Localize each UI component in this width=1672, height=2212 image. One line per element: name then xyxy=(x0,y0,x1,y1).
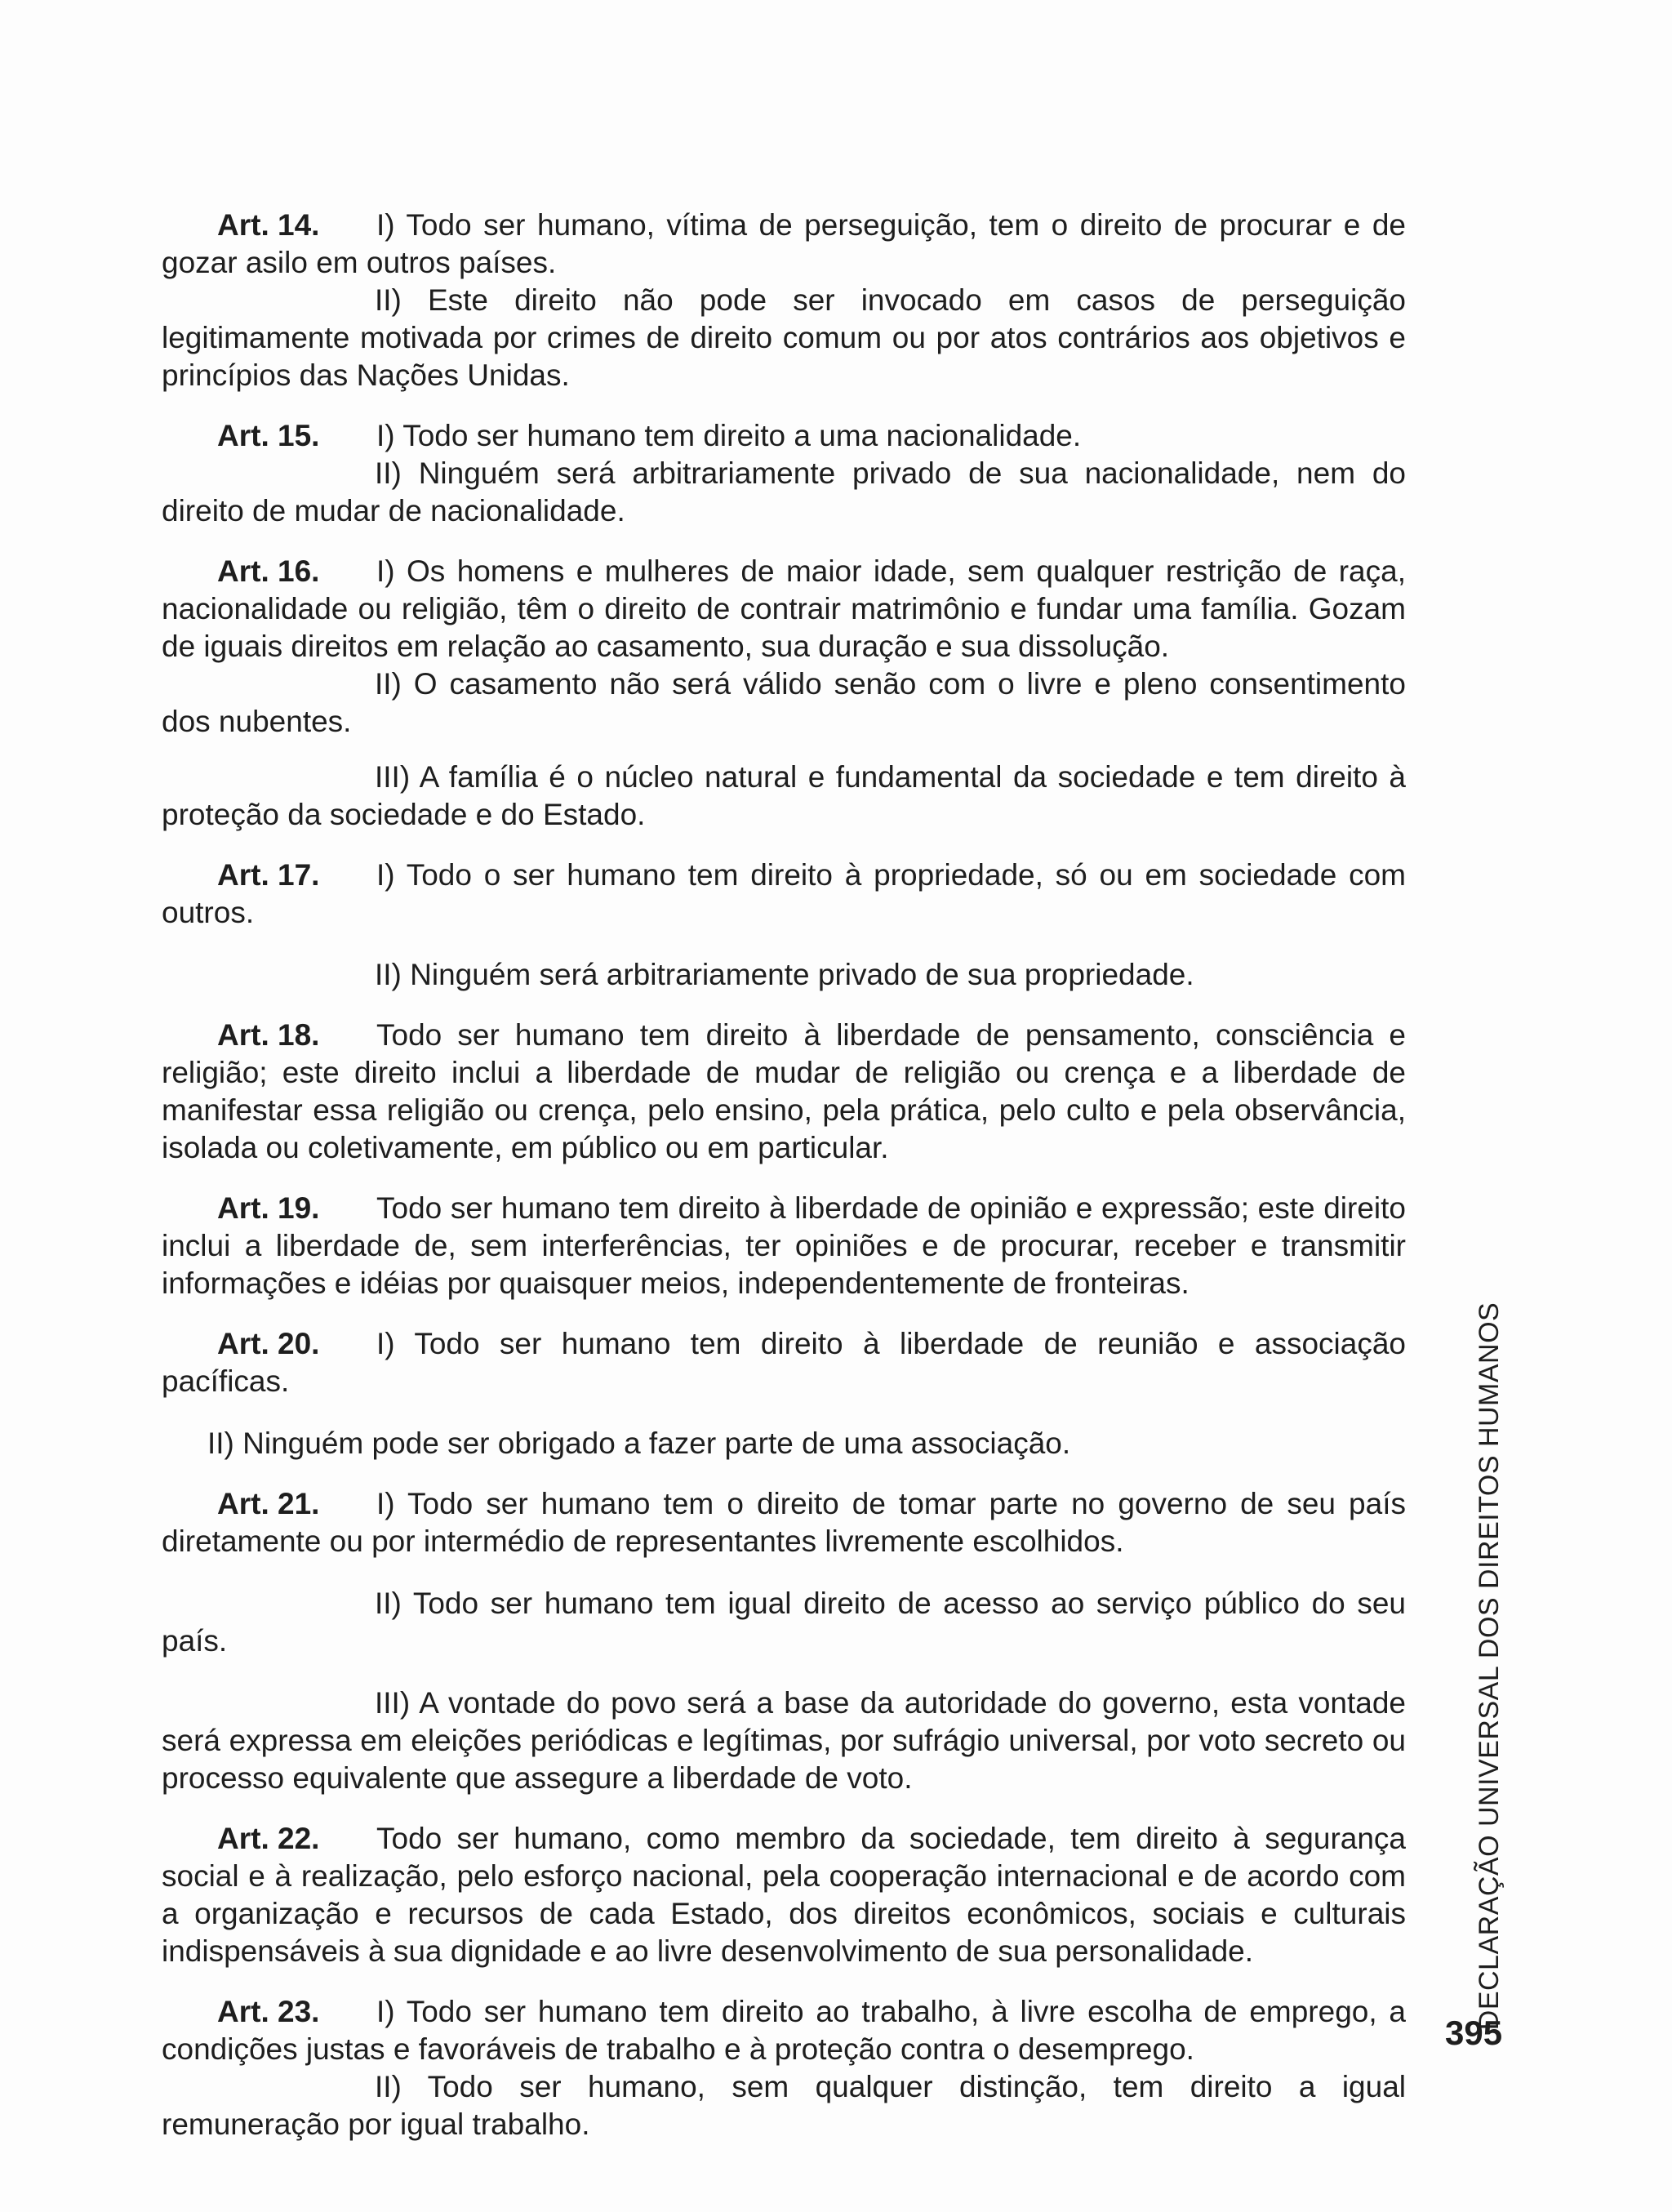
article-item: II) O casamento não será válido senão com o livre e pleno consentimento dos nubentes. xyxy=(162,667,1406,738)
article-paragraph: I) Todo o ser humano tem direito à propriedade, só ou em sociedade com outros. xyxy=(162,858,1406,929)
article-item: II) Ninguém pode ser obrigado a fazer parte de uma associação. xyxy=(207,1426,1071,1460)
article-paragraph: I) Todo ser humano, vítima de perseguição, tem o direito de procurar e de gozar asilo em outros países. xyxy=(162,208,1406,279)
article-item: II) Este direito não pode ser invocado em casos de perseguição legitimamente motivada por crimes de direito comum ou por atos contrários aos objetivos e princípios das Nações Unidas. xyxy=(162,283,1406,392)
article-15 xyxy=(162,417,1406,455)
page-number: 395 xyxy=(1445,2014,1503,2052)
article-paragraph: I) Todo ser humano tem direito ao trabalho, à livre escolha de emprego, a condições justas e favoráveis de trabalho e à proteção contra o desemprego. xyxy=(162,1995,1406,2066)
article-paragraph: Todo ser humano tem direito à liberdade de opinião e expressão; este direito inclui a liberdade de, sem interferências, ter opiniões e de procurar, receber e transmitir informações e idéias por quaisquer meios, independentemente de fronteiras. xyxy=(162,1191,1406,1300)
article-20 xyxy=(162,1325,1406,1400)
article-paragraph: Todo ser humano, como membro da sociedade, tem direito à segurança social e à realização, pelo esforço nacional, pela cooperação internacional e de acordo com a organização e recursos de cada Estado, dos direitos econômicos, sociais e culturais indispensáveis à sua dignidade e ao livre desenvolvimento de sua personalidade. xyxy=(162,1822,1406,1968)
article-label: Art. 19. xyxy=(217,1191,320,1225)
article-item: III) A vontade do povo será a base da autoridade do governo, esta vontade será expressa em eleições periódicas e legítimas, por sufrágio universal, por voto secreto ou processo equivalente que assegure a liberdade de voto. xyxy=(162,1686,1406,1795)
article-21 xyxy=(162,1485,1406,1560)
article-label: Art. 15. xyxy=(217,419,320,452)
article-label: Art. 16. xyxy=(217,554,320,588)
article-22 xyxy=(162,1820,1406,1970)
article-label: Art. 20. xyxy=(217,1327,320,1360)
article-label: Art. 23. xyxy=(217,1995,320,2028)
article-label: Art. 22. xyxy=(217,1822,320,1855)
article-14 xyxy=(162,207,1406,282)
article-paragraph: I) Todo ser humano tem direito à liberdade de reunião e associação pacíficas. xyxy=(162,1327,1406,1398)
article-item: II) Ninguém será arbitrariamente privado de sua nacionalidade, nem do direito de mudar de nacionalidade. xyxy=(162,456,1406,527)
article-label: Art. 17. xyxy=(217,858,320,892)
article-paragraph: I) Os homens e mulheres de maior idade, sem qualquer restrição de raça, nacionalidade ou religião, têm o direito de contrair matrimônio e fundar uma família. Gozam de iguais direitos em relação ao casamento, sua duração e sua dissolução. xyxy=(162,554,1406,663)
body-text xyxy=(162,207,1406,2143)
article-17 xyxy=(162,857,1406,932)
article-item: II) Todo ser humano, sem qualquer distinção, tem direito a igual remuneração por igual trabalho. xyxy=(162,2070,1406,2141)
article-item: II) Todo ser humano tem igual direito de acesso ao serviço público do seu país. xyxy=(162,1587,1406,1658)
side-title-text: DECLARAÇÃO UNIVERSAL DOS DIREITOS HUMANOS xyxy=(1474,1302,1505,2030)
article-paragraph: I) Todo ser humano tem direito a uma nacionalidade. xyxy=(376,419,1082,452)
article-label: Art. 18. xyxy=(217,1018,320,1052)
article-18 xyxy=(162,1017,1406,1167)
article-item: III) A família é o núcleo natural e fundamental da sociedade e tem direito à proteção da sociedade e do Estado. xyxy=(162,760,1406,831)
article-23 xyxy=(162,1993,1406,2068)
running-side-title xyxy=(1465,1302,1514,2030)
article-item: II) Ninguém será arbitrariamente privado de sua propriedade. xyxy=(375,958,1194,991)
article-label: Art. 14. xyxy=(217,208,320,242)
article-19 xyxy=(162,1190,1406,1302)
article-label: Art. 21. xyxy=(217,1487,320,1520)
article-paragraph: Todo ser humano tem direito à liberdade de pensamento, consciência e religião; este direito inclui a liberdade de mudar de religião ou crença e a liberdade de manifestar essa religião ou crença, pelo ensino, pela prática, pelo culto e pela observância, isolada ou coletivamente, em público ou em particular. xyxy=(162,1018,1406,1164)
article-16 xyxy=(162,553,1406,665)
article-paragraph: I) Todo ser humano tem o direito de tomar parte no governo de seu país diretamente ou por intermédio de representantes livremente escolhidos. xyxy=(162,1487,1406,1558)
